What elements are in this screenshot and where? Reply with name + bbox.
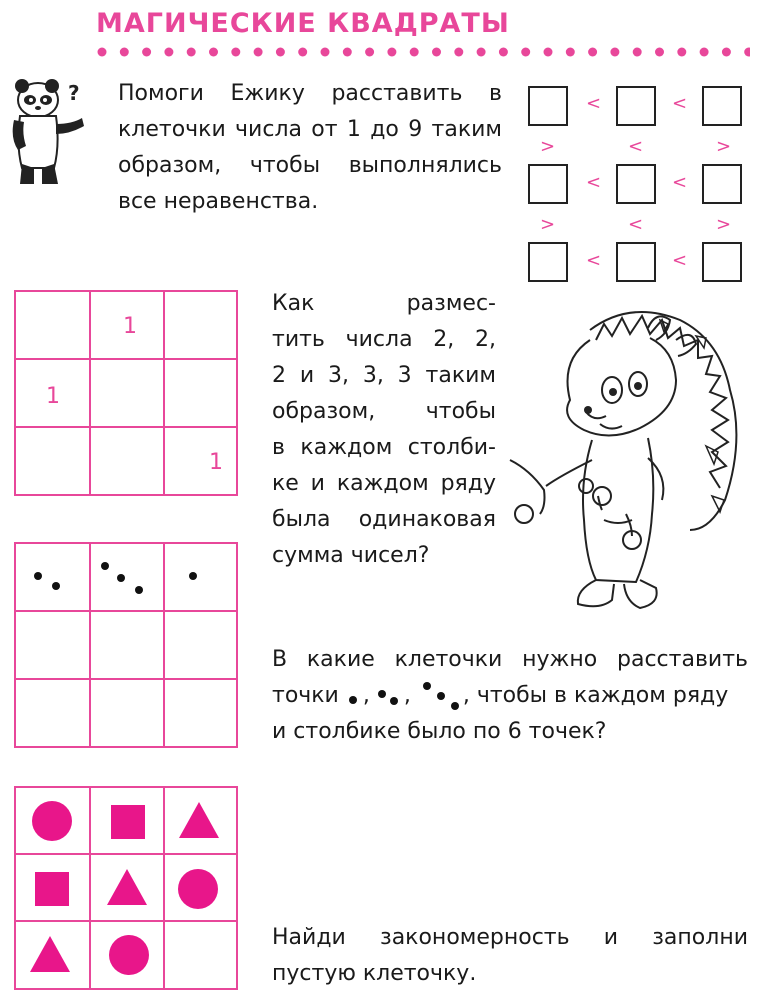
task3-line (272, 678, 748, 714)
grid-cell[interactable] (165, 788, 236, 855)
separator: , (403, 683, 411, 708)
answer-box[interactable] (616, 242, 656, 282)
divider-dot (410, 48, 419, 57)
divider-dot (744, 48, 750, 57)
less-than-sign: < (672, 93, 688, 114)
circle-shape-icon (165, 855, 236, 922)
answer-box[interactable] (702, 86, 742, 126)
grid-cell[interactable] (91, 360, 165, 428)
divider-dot (655, 48, 664, 57)
divider-dot (677, 48, 686, 57)
task4-line: Найди закономерность и заполни (272, 925, 748, 950)
divider-dot (120, 48, 129, 57)
task4-text (272, 920, 748, 992)
inequality-grid (528, 86, 748, 286)
answer-box[interactable] (616, 164, 656, 204)
task2-line: 2 и 3, 3, 3 таким (272, 363, 496, 388)
divider-dot (477, 48, 486, 57)
divider-dot (343, 48, 352, 57)
shapes-grid (14, 786, 238, 990)
dotted-divider (96, 46, 750, 58)
empty-answer-cell[interactable] (165, 922, 236, 988)
answer-box[interactable] (616, 86, 656, 126)
task4-line: пустую клеточку. (272, 961, 477, 986)
dots-cell-three (91, 544, 165, 612)
vertical-sign: > (716, 136, 732, 157)
task2-line: в каждом столби- (272, 435, 496, 460)
divider-dot (365, 48, 374, 57)
task1-line: клеточки числа от 1 до 9 таким (118, 117, 502, 142)
task1-text (118, 76, 502, 220)
grid-cell[interactable] (165, 855, 236, 922)
grid-cell[interactable] (91, 428, 165, 494)
divider-dot (298, 48, 307, 57)
task2-line: Как размес- (272, 291, 496, 316)
task1-line: образом, чтобы выполнялись (118, 153, 502, 178)
divider-dot (231, 48, 240, 57)
grid-cell[interactable] (165, 612, 236, 680)
answer-box[interactable] (528, 164, 568, 204)
vertical-sign: > (540, 214, 556, 235)
divider-dot (633, 48, 642, 57)
less-than-sign: < (586, 93, 602, 114)
cell-number: 1 (123, 314, 137, 339)
divider-dot (142, 48, 151, 57)
cell-number: 1 (46, 384, 60, 409)
grid-cell[interactable] (91, 292, 165, 360)
dots-cell-two (16, 544, 91, 612)
grid-cell[interactable] (16, 922, 91, 988)
grid-cell[interactable] (165, 428, 236, 494)
divider-dot (588, 48, 597, 57)
grid-cell[interactable] (16, 855, 91, 922)
grid-cell[interactable] (16, 612, 91, 680)
divider-dot (209, 48, 218, 57)
answer-box[interactable] (702, 164, 742, 204)
triangle-shape-icon (16, 922, 91, 988)
divider-dot (521, 48, 530, 57)
divider-dot (499, 48, 508, 57)
square-shape-icon (16, 855, 91, 922)
grid-cell[interactable] (16, 788, 91, 855)
task1-line: все неравенства. (118, 189, 319, 214)
divider-dot (321, 48, 330, 57)
task3-line: В какие клеточки нужно расставить (272, 647, 748, 672)
grid-cell[interactable] (91, 922, 165, 988)
task3-text (272, 642, 748, 750)
divider-dot (187, 48, 196, 57)
task2-line: тить числа 2, 2, (272, 327, 496, 352)
dot-three-icon (415, 678, 463, 712)
answer-box[interactable] (702, 242, 742, 282)
circle-shape-icon (91, 922, 165, 988)
grid-cell[interactable] (16, 428, 91, 494)
dots-cell-one (165, 544, 236, 612)
grid-cell[interactable] (91, 788, 165, 855)
divider-dot (722, 48, 731, 57)
grid-cell[interactable] (165, 680, 236, 746)
cell-number: 1 (209, 450, 223, 475)
panda-illustration (6, 76, 88, 188)
answer-box[interactable] (528, 242, 568, 282)
grid-cell[interactable] (16, 544, 91, 612)
grid-cell[interactable] (16, 360, 91, 428)
hedgehog-illustration (500, 300, 750, 630)
grid-cell[interactable] (165, 292, 236, 360)
divider-dot (566, 48, 575, 57)
task1-line: Помоги Ежику расставить в (118, 81, 502, 106)
task3-line2-end: , чтобы в каждом ряду (462, 683, 729, 708)
task3-line2-start: точки (272, 683, 339, 708)
less-than-sign: < (586, 172, 602, 193)
square-shape-icon (91, 788, 165, 855)
divider-dot (164, 48, 173, 57)
grid-cell[interactable] (165, 544, 236, 612)
grid-cell[interactable] (16, 292, 91, 360)
divider-dot (432, 48, 441, 57)
task2-line: ке и каждом ряду (272, 471, 496, 496)
number-grid (14, 290, 238, 496)
task3-line: и столбике было по 6 точек? (272, 719, 607, 744)
grid-cell[interactable] (16, 680, 91, 746)
triangle-shape-icon (91, 855, 165, 922)
grid-cell[interactable] (91, 855, 165, 922)
dot-two-icon (374, 684, 404, 708)
divider-dot (276, 48, 285, 57)
divider-dot (454, 48, 463, 57)
vertical-sign: > (716, 214, 732, 235)
divider-dot (387, 48, 396, 57)
vertical-sign: > (540, 136, 556, 157)
vertical-sign: < (628, 214, 644, 235)
triangle-shape-icon (165, 788, 236, 855)
divider-dot (544, 48, 553, 57)
vertical-sign: < (628, 136, 644, 157)
task2-line: образом, чтобы (272, 399, 496, 424)
task2-line: была одинаковая (272, 507, 496, 532)
svg-text:?: ? (68, 81, 80, 105)
separator: , (362, 683, 370, 708)
grid-cell[interactable] (165, 360, 236, 428)
page-title: МАГИЧЕСКИЕ КВАДРАТЫ (96, 8, 510, 39)
divider-dot (700, 48, 709, 57)
circle-shape-icon (16, 788, 91, 855)
less-than-sign: < (586, 250, 602, 271)
task2-line: сумма чисел? (272, 543, 430, 568)
divider-dot (610, 48, 619, 57)
task2-text (272, 286, 496, 574)
divider-dot (98, 48, 107, 57)
grid-cell[interactable] (91, 612, 165, 680)
divider-dot (254, 48, 263, 57)
less-than-sign: < (672, 250, 688, 271)
answer-box[interactable] (528, 86, 568, 126)
grid-cell[interactable] (91, 544, 165, 612)
dots-grid (14, 542, 238, 748)
grid-cell[interactable] (91, 680, 165, 746)
less-than-sign: < (672, 172, 688, 193)
dot-one-icon (345, 686, 363, 708)
